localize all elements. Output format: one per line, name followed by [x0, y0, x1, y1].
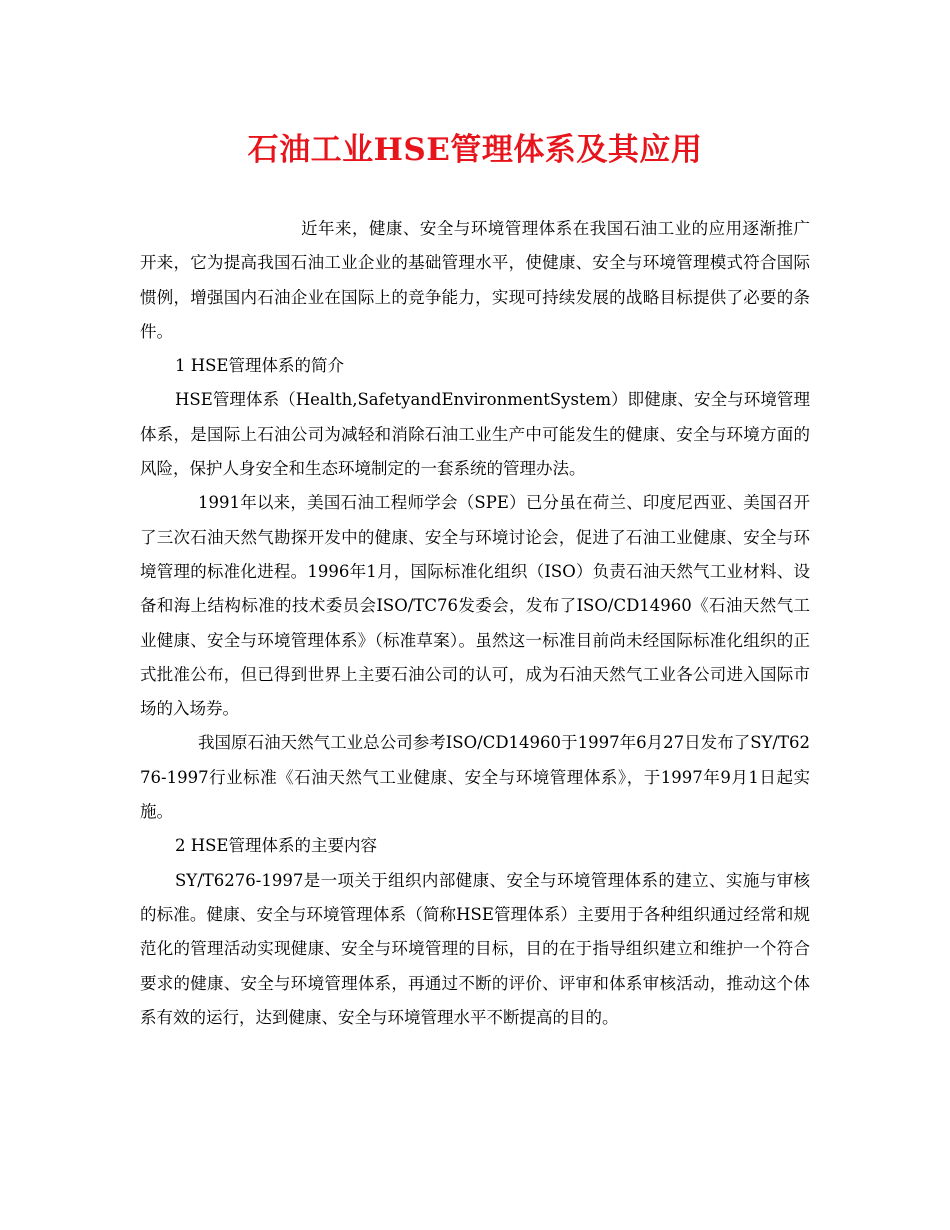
- intro-paragraph: 近年来，健康、安全与环境管理体系在我国石油工业的应用逐渐推广开来，它为提高我国石油工业企业的基础管理水平，使健康、安全与环境管理模式符合国际惯例，增强国内石油企业在国际上的竞争能力，实现可持续发展的战略目标提供了必要的条件。: [140, 219, 810, 341]
- section-1-heading: 1 HSE管理体系的简介: [175, 356, 344, 376]
- document-title: 石油工业HSE管理体系及其应用: [247, 132, 703, 168]
- domestic-standard-paragraph: 我国原石油天然气工业总公司参考ISO/CD14960于1997年6月27日发布了SY/T6276-1997行业标准《石油天然气工业健康、安全与环境管理体系》，于1997年9月1日起实施。: [140, 733, 810, 822]
- document-page: [140, 124, 810, 1035]
- main-content-paragraph: SY/T6276-1997是一项关于组织内部健康、安全与环境管理体系的建立、实施与审核的标准。健康、安全与环境管理体系（简称HSE管理体系）主要用于各种组织通过经常和规范化的管理活动实现健康、安全与环境管理的目标，目的在于指导组织建立和维护一个符合要求的健康、安全与环境管理体系，再通过不断的评价、评审和体系审核活动，推动这个体系有效的运行，达到健康、安全与环境管理水平不断提高的目的。: [140, 870, 810, 1027]
- section-2-heading: 2 HSE管理体系的主要内容: [175, 836, 377, 856]
- hse-definition-paragraph: HSE管理体系（Health,SafetyandEnvironmentSystem）即健康、安全与环境管理体系，是国际上石油公司为减轻和消除石油工业生产中可能发生的健康、安全与环境方面的风险，保护人身安全和生态环境制定的一套系统的管理办法。: [140, 390, 810, 479]
- history-paragraph: 1991年以来，美国石油工程师学会（SPE）已分虽在荷兰、印度尼西亚、美国召开了三次石油天然气勘探开发中的健康、安全与环境讨论会，促进了石油工业健康、安全与环境管理的标准化进程。1996年1月，国际标准化组织（ISO）负责石油天然气工业材料、设备和海上结构标准的技术委员会ISO/TC76发委会，发布了ISO/CD14960《石油天然气工业健康、安全与环境管理体系》（标准草案）。虽然这一标准目前尚未经国际标准化组织的正式批准公布，但已得到世界上主要石油公司的认可，成为石油天然气工业各公司进入国际市场的入场券。: [140, 493, 810, 719]
